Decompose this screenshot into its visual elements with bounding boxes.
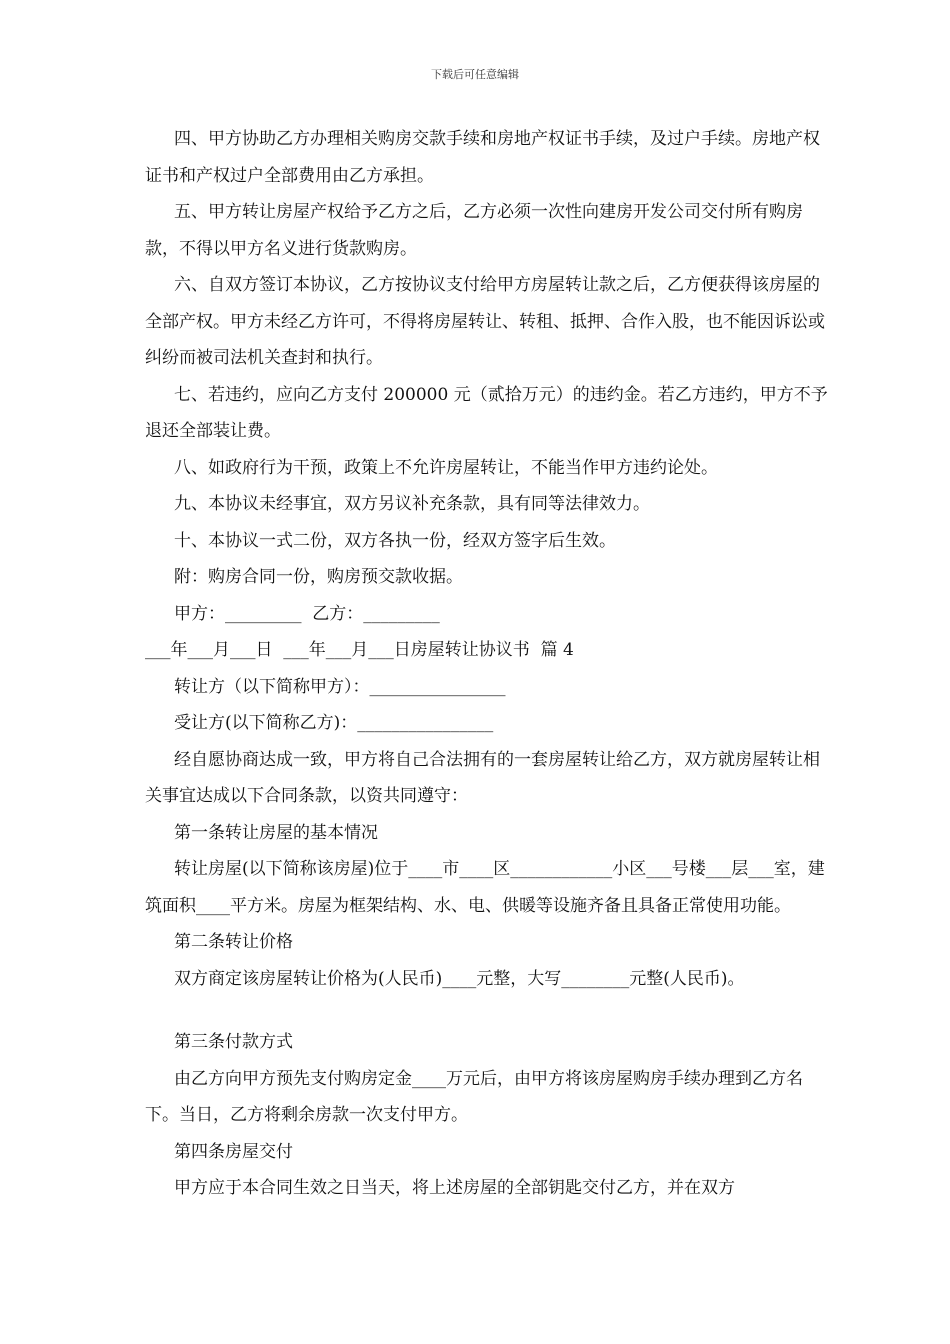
article-1-body: 转让房屋(以下简称该房屋)位于____市____区____________小区___号楼___层___室，建筑面积____平方米。房屋为框架结构、水、电、供暖等设施齐备且具备正常使用功能。 [145, 859, 825, 916]
clause-5: 五、甲方转让房屋产权给予乙方之后，乙方必须一次性向建房开发公司交付所有购房款，不得以甲方名义进行货款购房。 [145, 202, 803, 259]
page-header: 下载后可任意编辑 [431, 68, 519, 81]
transferee-line: 受让方(以下简称乙方)：________________ [174, 713, 494, 733]
article-1-heading: 第一条转让房屋的基本情况 [174, 822, 378, 843]
clause-8: 八、如政府行为干预，政策上不允许房屋转让，不能当作甲方违约论处。 [174, 457, 718, 478]
clause-10: 十、本协议一式二份，双方各执一份，经双方签字后生效。 [174, 530, 616, 551]
clause-6: 六、自双方签订本协议，乙方按协议支付给甲方房屋转让款之后，乙方便获得该房屋的全部产权。甲方未经乙方许可，不得将房屋转让、转租、抵押、合作入股，也不能因诉讼或纠纷而被司法机关查封和执行。 [145, 275, 825, 368]
article-4-body: 甲方应于本合同生效之日当天，将上述房屋的全部钥匙交付乙方，并在双方 [174, 1178, 735, 1198]
blank-spacer [145, 997, 835, 1024]
article-3-heading: 第三条付款方式 [174, 1032, 293, 1052]
preamble: 经自愿协商达成一致，甲方将自己合法拥有的一套房屋转让给乙方，双方就房屋转让相关事宜达成以下合同条款，以资共同遵守： [145, 749, 820, 806]
article-3-body: 由乙方向甲方预先支付购房定金____万元后，由甲方将该房屋购房手续办理到乙方名下。当日，乙方将剩余房款一次支付甲方。 [145, 1068, 803, 1125]
clause-7: 七、若违约，应向乙方支付 200000 元（贰拾万元）的违约金。若乙方违约，甲方不予退还全部装让费。 [145, 384, 828, 441]
clause-9: 九、本协议未经事宜，双方另议补充条款，具有同等法律效力。 [174, 494, 650, 514]
transferor-line: 转让方（以下简称甲方）：________________ [174, 676, 506, 697]
clause-4: 四、甲方协助乙方办理相关购房交款手续和房地产权证书手续，及过户手续。房地产权证书和产权过户全部费用由乙方承担。 [145, 129, 820, 186]
attachment-note: 附：购房合同一份，购房预交款收据。 [174, 567, 463, 587]
article-2-body: 双方商定该房屋转让价格为(人民币)____元整，大写________元整(人民币)。 [174, 968, 745, 989]
document-body [145, 121, 835, 1207]
article-2-heading: 第二条转让价格 [174, 932, 293, 952]
signature-line: 甲方：_________ 乙方：_________ [174, 603, 440, 624]
date-and-title-line: ___年___月___日 ___年___月___日房屋转让协议书 篇 4 [145, 640, 574, 660]
article-4-heading: 第四条房屋交付 [174, 1141, 293, 1162]
